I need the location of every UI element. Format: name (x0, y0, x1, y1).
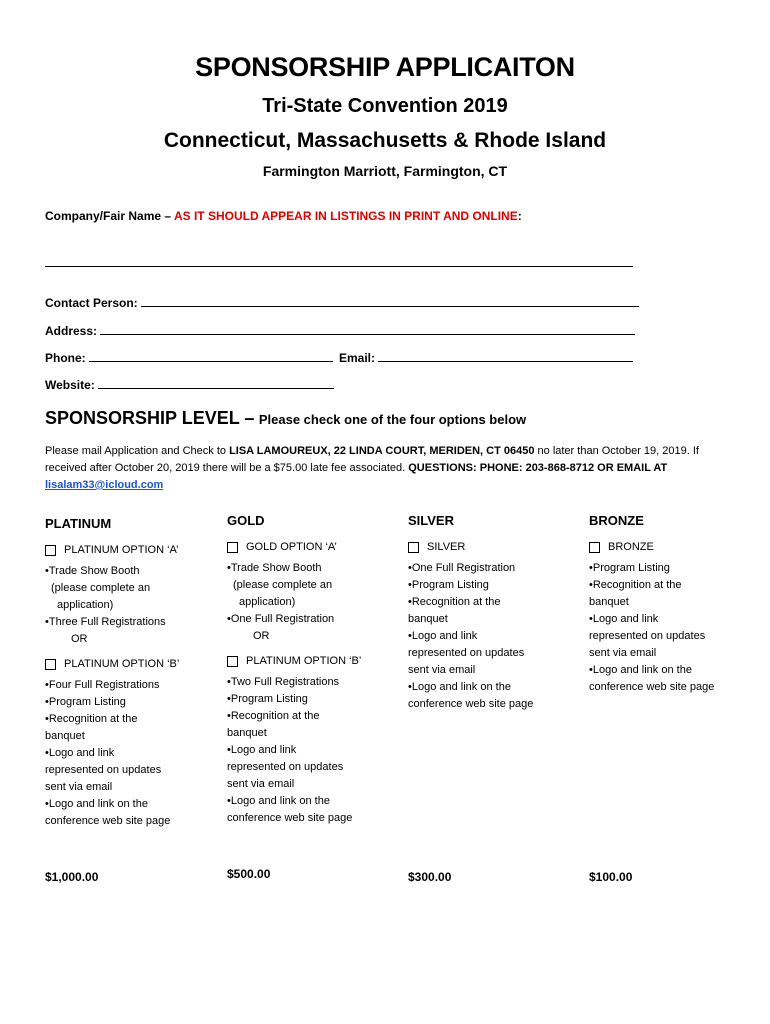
phone-field[interactable]: Phone: (45, 351, 333, 365)
platinum-option-b-checkbox[interactable]: PLATINUM OPTION ‘B’ (45, 656, 215, 673)
checkbox-icon[interactable] (227, 542, 238, 553)
checkbox-icon[interactable] (589, 542, 600, 553)
bronze-option-checkbox[interactable]: BRONZE (589, 539, 759, 556)
address-field[interactable]: Address: (45, 324, 635, 338)
form-subtitle: Tri-State Convention 2019 (262, 95, 508, 117)
silver-price: $300.00 (408, 870, 452, 884)
bronze-heading: BRONZE (589, 513, 644, 528)
platinum-price: $1,000.00 (45, 870, 99, 884)
mailing-instructions: Please mail Application and Check to LISA LAMOUREUX, 22 LINDA COURT, MERIDEN, CT 06450 no later than October 19, 2019. If received after October 20, 2019 there will be a $75.00 late fee associated. QUESTIONS: PHONE: 203-868-8712 OR EMAIL AT lisalam33@icloud.com (45, 445, 699, 491)
gold-column: GOLD GOLD OPTION ‘A’ •Trade Show Booth (please complete an application) •One Full Registration OR PLATINUM OPTION ‘B’ •Two Full Registrations •Program Listing •Recognition at the banquet •Logo and link represented on updates sent via email •Logo and link on the conference web site page (227, 512, 397, 827)
checkbox-icon[interactable] (227, 656, 238, 667)
checkbox-icon[interactable] (45, 659, 56, 670)
silver-heading: SILVER (408, 513, 454, 528)
contact-email-link[interactable]: lisalam33@icloud.com (45, 479, 164, 491)
gold-heading: GOLD (227, 513, 265, 528)
sponsorship-level-heading: SPONSORSHIP LEVEL – Please check one of the four options below (45, 408, 527, 428)
platinum-heading: PLATINUM (45, 516, 112, 531)
gold-price: $500.00 (227, 867, 271, 881)
silver-column: SILVER SILVER •One Full Registration •Program Listing •Recognition at the banquet •Logo and link represented on updates sent via email •Logo and link on the conference web site page (408, 512, 578, 713)
checkbox-icon[interactable] (45, 545, 56, 556)
form-venue: Farmington Marriott, Farmington, CT (262, 163, 508, 179)
company-name-label: Company/Fair Name – AS IT SHOULD APPEAR IN LISTINGS IN PRINT AND ONLINE: (45, 209, 522, 223)
email-field[interactable]: Email: (339, 351, 633, 365)
company-name-note: AS IT SHOULD APPEAR IN LISTINGS IN PRINT AND ONLINE (173, 209, 518, 223)
website-field[interactable]: Website: (45, 378, 334, 392)
bronze-column: BRONZE BRONZE •Program Listing •Recognition at the banquet •Logo and link represented on updates sent via email •Logo and link on the conference web site page (589, 512, 759, 696)
gold-option-a-checkbox[interactable]: GOLD OPTION ‘A’ (227, 539, 397, 556)
checkbox-icon[interactable] (408, 542, 419, 553)
silver-option-checkbox[interactable]: SILVER (408, 539, 578, 556)
platinum-option-a-checkbox[interactable]: PLATINUM OPTION ‘A’ (45, 542, 215, 559)
gold-option-b-checkbox[interactable]: PLATINUM OPTION ‘B’ (227, 653, 397, 670)
form-states: Connecticut, Massachusetts & Rhode Island (163, 129, 607, 152)
bronze-price: $100.00 (589, 870, 633, 884)
contact-person-field[interactable]: Contact Person: (45, 296, 639, 310)
platinum-column: PLATINUM PLATINUM OPTION ‘A’ •Trade Show Booth (please complete an application) •Three Full Registrations OR PLATINUM OPTION ‘B’ •Four Full Registrations •Program Listing •Recognition at the banquet •Logo and link represented on updates sent via email •Logo and link on the conference web site page (45, 515, 215, 830)
company-name-field[interactable] (45, 256, 633, 270)
form-title: SPONSORSHIP APPLICAITON (195, 52, 575, 82)
